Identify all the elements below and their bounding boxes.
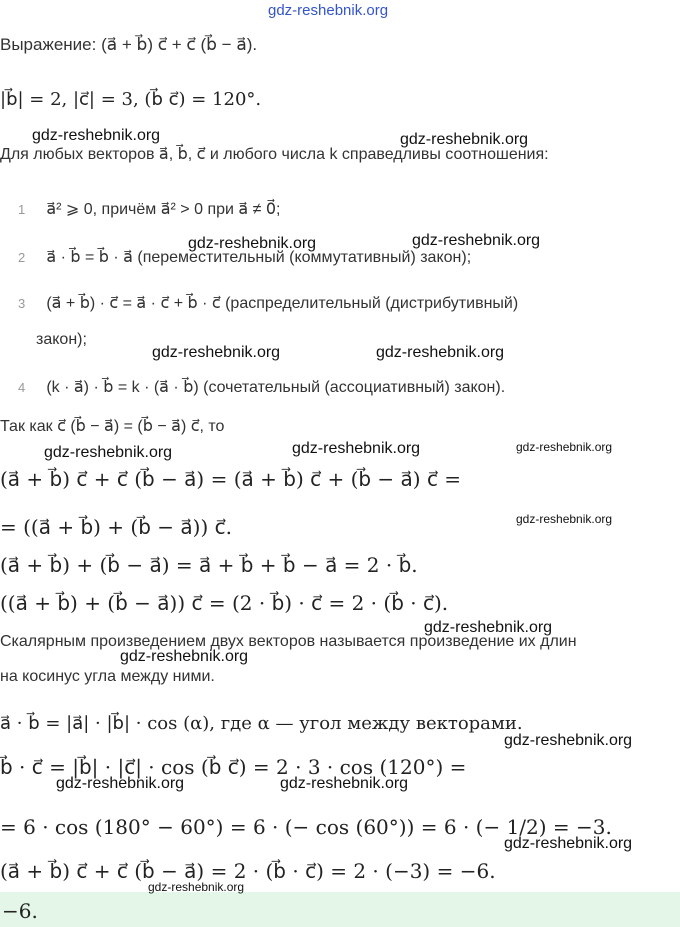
property-number: 2 <box>18 250 26 265</box>
answer-panel <box>0 892 680 927</box>
given-line: |b⃗| = 2, |c⃗| = 3, (b⃗ c⃗) = 120°. <box>0 89 262 110</box>
expression-line: Выражение: (a⃗ + b⃗) c⃗ + c⃗ (b⃗ − a⃗). <box>0 35 258 54</box>
property-4 <box>18 378 505 397</box>
property-3-continued: закон); <box>36 331 87 348</box>
calculation-1: b⃗ · c⃗ = |b⃗| · |c⃗| · cos (b⃗ c⃗) = 2 · 3 · cos (120°) = <box>0 755 467 779</box>
equation-4: ((a⃗ + b⃗) + (b⃗ − a⃗)) c⃗ = (2 · b⃗) · c⃗ = 2 · (b⃗ · c⃗). <box>0 591 449 615</box>
calculation-2: = 6 · cos (180° − 60°) = 6 · (− cos (60°)) = 6 · (− 1/2) = −3. <box>0 815 612 839</box>
watermark: gdz-reshebnik.org <box>44 444 173 461</box>
watermark: gdz-reshebnik.org <box>504 732 633 749</box>
watermark: gdz-reshebnik.org <box>516 440 613 454</box>
property-number: 3 <box>18 296 26 311</box>
property-2 <box>18 248 471 267</box>
property-text: (a⃗ + b⃗) · c⃗ = a⃗ · c⃗ + b⃗ · c⃗ (распределительный (дистрибутивный) <box>46 295 519 312</box>
property-number: 4 <box>18 380 26 395</box>
watermark: gdz-reshebnik.org <box>56 775 185 792</box>
equation-2: = ((a⃗ + b⃗) + (b⃗ − a⃗)) c⃗. <box>0 515 232 539</box>
watermark: gdz-reshebnik.org <box>148 880 245 894</box>
watermark: gdz-reshebnik.org <box>280 775 409 792</box>
property-text: a⃗² ⩾ 0, причём a⃗² > 0 при a⃗ ≠ 0⃗; <box>46 201 281 218</box>
watermark: gdz-reshebnik.org <box>292 440 421 457</box>
scalar-definition-continued: на косинус угла между ними. <box>0 668 215 685</box>
final-equation: (a⃗ + b⃗) c⃗ + c⃗ (b⃗ − a⃗) = 2 · (b⃗ · c⃗) = 2 · (−3) = −6. <box>0 859 496 883</box>
property-number: 1 <box>18 202 26 217</box>
answer-value: −6. <box>2 899 38 923</box>
watermark: gdz-reshebnik.org <box>412 232 541 249</box>
scalar-definition: Скалярным произведением двух векторов называется произведение их длин <box>0 633 577 650</box>
equation-3: (a⃗ + b⃗) + (b⃗ − a⃗) = a⃗ + b⃗ + b⃗ − a⃗ = 2 · b⃗. <box>0 553 418 577</box>
intro-text: Для любых векторов a⃗, b⃗, c⃗ и любого числа k справедливы соотношения: <box>0 146 549 163</box>
watermark: gdz-reshebnik.org <box>376 344 505 361</box>
watermark: gdz-reshebnik.org <box>504 835 633 852</box>
watermark: gdz-reshebnik.org <box>516 512 613 526</box>
property-text: a⃗ · b⃗ = b⃗ · a⃗ (переместительный (коммутативный) закон); <box>46 249 472 266</box>
watermark: gdz-reshebnik.org <box>120 648 249 665</box>
watermark: gdz-reshebnik.org <box>268 2 389 19</box>
watermark: gdz-reshebnik.org <box>188 235 317 252</box>
property-1 <box>18 200 280 219</box>
property-3 <box>18 294 518 313</box>
watermark: gdz-reshebnik.org <box>152 344 281 361</box>
equation-1: (a⃗ + b⃗) c⃗ + c⃗ (b⃗ − a⃗) = (a⃗ + b⃗) c⃗ + (b⃗ − a⃗) c⃗ = <box>0 467 462 491</box>
watermark: gdz-reshebnik.org <box>424 619 553 636</box>
watermark: gdz-reshebnik.org <box>32 127 161 144</box>
property-text: (k · a⃗) · b⃗ = k · (a⃗ · b⃗) (сочетательный (ассоциативный) закон). <box>46 379 506 396</box>
watermark: gdz-reshebnik.org <box>400 131 529 148</box>
dot-product-formula: a⃗ · b⃗ = |a⃗| · |b⃗| · cos (α), где α — угол между векторами. <box>0 713 523 734</box>
since-line: Так как c⃗ (b⃗ − a⃗) = (b⃗ − a⃗) c⃗, то <box>0 418 225 435</box>
